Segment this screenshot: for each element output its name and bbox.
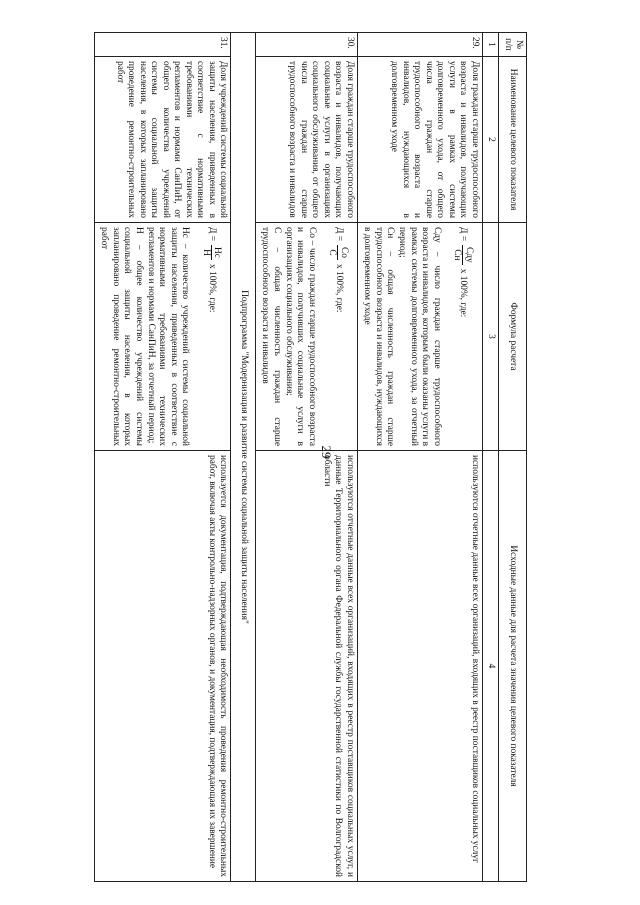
indicator-name: Доля граждан старше трудоспособного возраста и инвалидов, получающих услуги в рамках системы долговременного ухода, от общего числа граждан старше трудоспособного возраста и инвалидов, нуждающихся в долговременном уходе <box>357 57 482 223</box>
formula-denominator: С <box>327 249 338 256</box>
table-header-row <box>499 33 527 882</box>
indicators-table <box>94 32 527 882</box>
formula-rhs: x 100%, где: <box>458 268 469 318</box>
formula-rhs: x 100%, где: <box>207 263 218 313</box>
column-number: 1 <box>482 33 498 57</box>
indicator-name: Доля граждан старше трудоспособного возраста и инвалидов, получающих социальные услуги в организациях социального обслуживания, от общего числа граждан старше трудоспособного возраста и инвалидов <box>255 57 357 223</box>
source-data: используется документация, подтверждающая необходимость проведения ремонтно-строительных работ, включая акты контрольно-надзорных органов, и документация, подтверждающая их завершение <box>94 451 230 882</box>
subprogram-row <box>231 33 255 882</box>
page-number: 29 <box>319 445 334 459</box>
table-row <box>94 33 230 882</box>
source-data: используются отчетные данные всех организаций, входящих в реестр поставщиков социальных услуг <box>357 451 482 882</box>
formula-cell <box>255 223 357 451</box>
formula-explanation: Нс – количество учреждений системы социальной защиты населения, приведенных в соответствие с нормативными требованиями технических регламентов и нормами СанПиН, за отчетный период; <box>146 227 191 446</box>
formula-explanation: Со – число граждан старше трудоспособного возраста и инвалидов, получивших социальные услуги в организациях социального обслуживания; <box>284 227 317 446</box>
formula-cell <box>357 223 482 451</box>
header-formula: Формула расчета <box>499 223 527 451</box>
formula <box>452 227 474 446</box>
rotated-table-container <box>99 32 527 882</box>
formula-lhs: Д = <box>458 227 469 242</box>
row-number: 29. <box>357 33 482 57</box>
formula-denominator: Н <box>200 249 211 256</box>
source-data: используются отчетные данные всех организаций, входящих в реестр поставщиков социальных услуг, и данные Территориального органа Федеральной службы государственной статистики по Волгоградской области <box>255 451 357 882</box>
formula-denominator: Сн <box>452 249 463 261</box>
formula-fraction <box>327 245 349 260</box>
formula-numerator: Сду <box>463 247 474 263</box>
header-indicator-name: Наименование целевого показателя <box>499 57 527 223</box>
formula <box>327 227 349 446</box>
formula-explanation: Н – общее количество учреждений системы социальной защиты населения, в которых запланировано проведение ремонтно-строительных работ <box>99 227 144 446</box>
row-number: 31. <box>94 33 230 57</box>
formula-cell <box>94 223 230 451</box>
formula-fraction <box>200 245 222 260</box>
formula-numerator: Со <box>338 247 349 258</box>
column-number: 4 <box>482 451 498 882</box>
formula <box>200 227 222 446</box>
table-row <box>357 33 482 882</box>
indicator-name: Доля учреждений системы социальной защиты населения, приведенных в соответствие с нормативными требованиями технических регламентов и нормами СанПиН, от общего количества учреждений системы социальной защиты населения, в которых запланировано проведение ремонтно-строительных работ <box>94 57 230 223</box>
subprogram-title: Подпрограмма "Модернизация и развитие системы социальной защиты населения" <box>231 33 255 882</box>
formula-rhs: x 100%, где: <box>333 263 344 313</box>
column-number: 3 <box>482 223 498 451</box>
table-row <box>255 33 357 882</box>
header-number: № п/п <box>499 33 527 57</box>
formula-lhs: Д = <box>207 227 218 242</box>
header-source-data: Исходные данные для расчета значения целевого показателя <box>499 451 527 882</box>
formula-explanation: Сду – число граждан старше трудоспособного возраста и инвалидов, которым были оказаны услуги в рамках системы долговременного ухода, за отчетный период; <box>397 227 442 446</box>
formula-explanation: Сн – общая численность граждан старше трудоспособного возраста и инвалидов, нуждающихся в долговременном уходе <box>362 227 396 446</box>
formula-fraction <box>452 245 474 265</box>
row-number: 30. <box>255 33 357 57</box>
formula-numerator: Нс <box>212 247 223 258</box>
column-number: 2 <box>482 57 498 223</box>
column-number-row <box>482 33 498 882</box>
formula-explanation: С – общая численность граждан старше трудоспособного возраста и инвалидов <box>260 227 282 446</box>
formula-lhs: Д = <box>333 227 344 242</box>
